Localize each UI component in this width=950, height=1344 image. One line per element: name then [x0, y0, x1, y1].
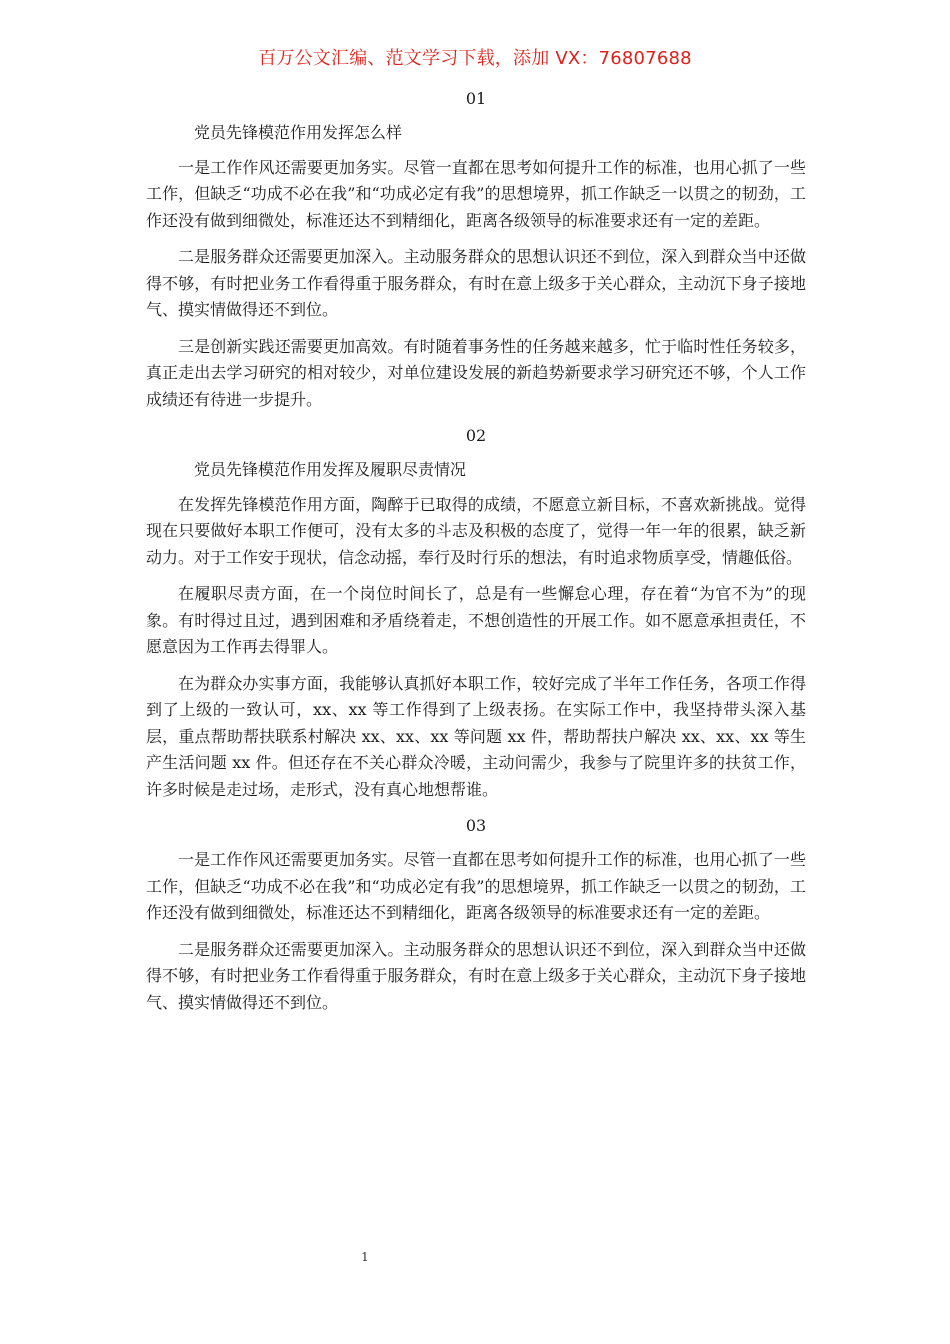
- section-number-02: 02: [465, 426, 487, 445]
- document-body: [146, 86, 806, 1026]
- section-heading: 党员先锋模范作用发挥及履职尽责情况: [194, 460, 467, 479]
- paragraph: 一是工作作风还需要更加务实。尽管一直都在思考如何提升工作的标准，也用心抓了一些工作，但缺乏“功成不必在我”和“功成必定有我”的思想境界，抓工作缺乏一以贯之的韧劲，工作还没有做到细微处，标准还达不到精细化，距离各级领导的标准要求还有一定的差距。: [146, 850, 806, 922]
- paragraph: 三是创新实践还需要更加高效。有时随着事务性的任务越来越多，忙于临时性任务较多，真正走出去学习研究的相对较少，对单位建设发展的新趋势新要求学习研究还不够，个人工作成绩还有待进一步提升。: [146, 336, 806, 409]
- paragraph: 在发挥先锋模范作用方面，陶醉于已取得的成绩，不愿意立新目标，不喜欢新挑战。觉得现在只要做好本职工作便可，没有太多的斗志及积极的态度了，觉得一年一年的很累，缺乏新动力。对于工作安于现状，信念动摇，奉行及时行乐的想法，有时追求物质享受，情趣低俗。: [146, 494, 806, 567]
- paragraph: 二是服务群众还需要更加深入。主动服务群众的思想认识还不到位，深入到群众当中还做得不够，有时把业务工作看得重于服务群众，有时在意上级多于关心群众，主动沉下身子接地气、摸实情做得还不到位。: [146, 247, 806, 319]
- promo-banner: 百万公文汇编、范文学习下载，添加 VX：76807688: [258, 48, 692, 69]
- section-number-01: 01: [465, 89, 487, 108]
- section-number-03: 03: [465, 816, 487, 835]
- page-number: 1: [361, 1250, 369, 1264]
- paragraph: 一是工作作风还需要更加务实。尽管一直都在思考如何提升工作的标准，也用心抓了一些工作，但缺乏“功成不必在我”和“功成必定有我”的思想境界，抓工作缺乏一以贯之的韧劲，工作还没有做到细微处，标准还达不到精细化，距离各级领导的标准要求还有一定的差距。: [146, 157, 806, 230]
- paragraph: 在为群众办实事方面，我能够认真抓好本职工作，较好完成了半年工作任务，各项工作得到了上级的一致认可，xx、xx 等工作得到了上级表扬。在实际工作中，我坚持带头深入基层，重点帮助帮扶联系村解决 xx、xx、xx 等问题 xx 件，帮助帮扶户解决 xx、xx、xx 等生产生活问题 xx 件。但还存在不关心群众冷暖，主动问需少，我参与了院里许多的扶贫工作，许多时候是走过场，走形式，没有真心地想帮谁。: [146, 673, 806, 799]
- paragraph: 在履职尽责方面，在一个岗位时间长了，总是有一些懈怠心理，存在着“为官不为”的现象。有时得过且过，遇到困难和矛盾绕着走，不想创造性的开展工作。如不愿意承担责任，不愿意因为工作再去得罪人。: [146, 584, 806, 656]
- section-heading: 党员先锋模范作用发挥怎么样: [194, 123, 403, 142]
- paragraph: 二是服务群众还需要更加深入。主动服务群众的思想认识还不到位，深入到群众当中还做得不够，有时把业务工作看得重于服务群众，有时在意上级多于关心群众，主动沉下身子接地气、摸实情做得还不到位。: [146, 939, 806, 1012]
